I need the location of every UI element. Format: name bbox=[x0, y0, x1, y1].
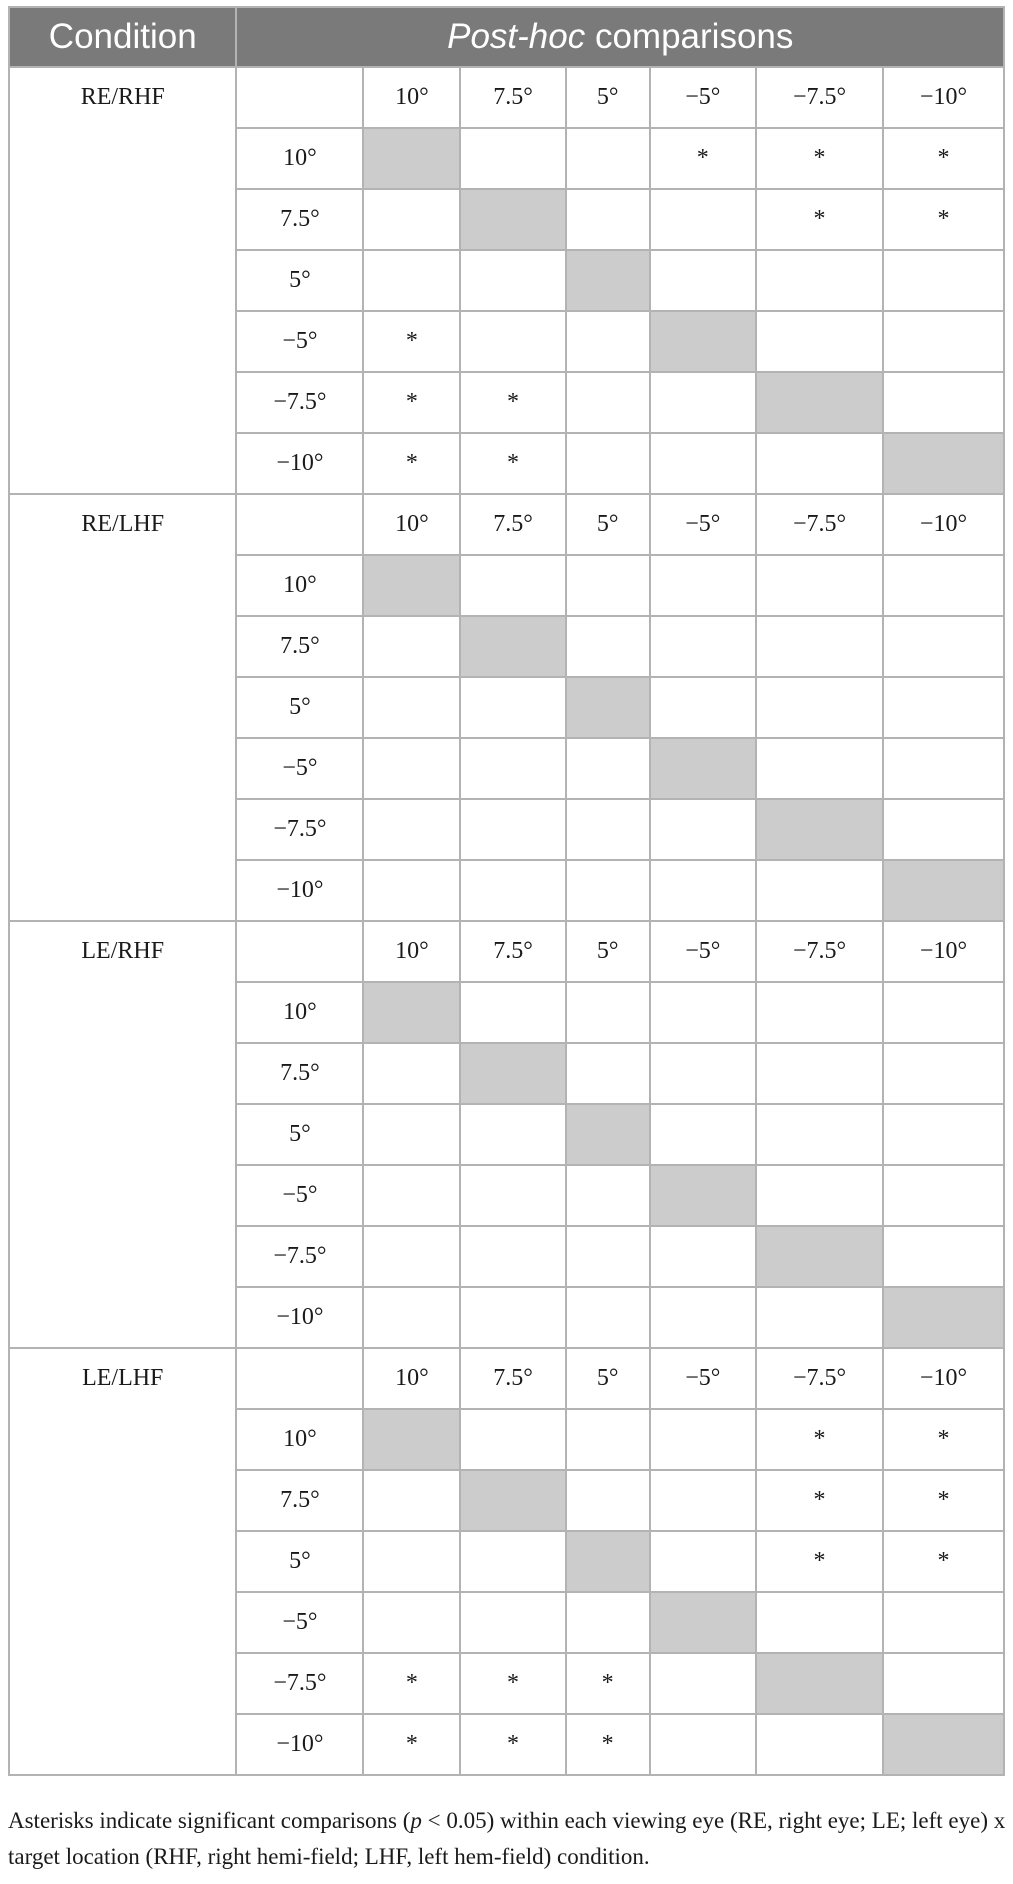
empty-cell bbox=[650, 982, 757, 1043]
empty-cell bbox=[566, 1226, 650, 1287]
empty-cell bbox=[460, 677, 565, 738]
posthoc-table bbox=[8, 6, 1005, 1776]
empty-cell bbox=[756, 250, 883, 311]
empty-cell bbox=[883, 1592, 1004, 1653]
column-label: 5° bbox=[566, 1348, 650, 1409]
column-label: −7.5° bbox=[756, 921, 883, 982]
column-label: 10° bbox=[363, 67, 460, 128]
significance-asterisk: * bbox=[650, 128, 757, 189]
empty-cell bbox=[363, 1470, 460, 1531]
empty-cell bbox=[363, 799, 460, 860]
empty-cell bbox=[883, 1226, 1004, 1287]
diagonal-cell bbox=[460, 1470, 565, 1531]
empty-cell bbox=[756, 860, 883, 921]
significance-asterisk: * bbox=[460, 1653, 565, 1714]
empty-cell bbox=[650, 1653, 757, 1714]
row-label: −7.5° bbox=[236, 1653, 363, 1714]
empty-cell bbox=[650, 372, 757, 433]
diagonal-cell bbox=[883, 1287, 1004, 1348]
empty-cell bbox=[566, 311, 650, 372]
significance-asterisk: * bbox=[883, 1531, 1004, 1592]
footnote-p: p bbox=[410, 1808, 422, 1833]
significance-asterisk: * bbox=[756, 1470, 883, 1531]
column-label: −5° bbox=[650, 67, 757, 128]
empty-cell bbox=[460, 1592, 565, 1653]
column-label: −10° bbox=[883, 67, 1004, 128]
section-header-row bbox=[9, 494, 1004, 555]
diagonal-cell bbox=[756, 799, 883, 860]
empty-cell bbox=[650, 1714, 757, 1775]
empty-cell bbox=[756, 1287, 883, 1348]
corner-cell bbox=[236, 921, 363, 982]
diagonal-cell bbox=[756, 1653, 883, 1714]
diagonal-cell bbox=[363, 1409, 460, 1470]
empty-cell bbox=[756, 1592, 883, 1653]
significance-asterisk: * bbox=[566, 1714, 650, 1775]
column-label: −5° bbox=[650, 494, 757, 555]
condition-label: LE/RHF bbox=[9, 921, 236, 1348]
empty-cell bbox=[650, 677, 757, 738]
empty-cell bbox=[650, 250, 757, 311]
diagonal-cell bbox=[566, 1531, 650, 1592]
column-label: 5° bbox=[566, 921, 650, 982]
empty-cell bbox=[566, 1165, 650, 1226]
diagonal-cell bbox=[650, 1165, 757, 1226]
empty-cell bbox=[566, 372, 650, 433]
column-label: −10° bbox=[883, 921, 1004, 982]
significance-asterisk: * bbox=[756, 1409, 883, 1470]
empty-cell bbox=[363, 738, 460, 799]
empty-cell bbox=[460, 799, 565, 860]
significance-asterisk: * bbox=[460, 433, 565, 494]
empty-cell bbox=[756, 982, 883, 1043]
empty-cell bbox=[566, 1043, 650, 1104]
table-container bbox=[8, 6, 1005, 1776]
empty-cell bbox=[883, 799, 1004, 860]
empty-cell bbox=[566, 128, 650, 189]
significance-asterisk: * bbox=[460, 1714, 565, 1775]
table-body bbox=[9, 67, 1004, 1775]
significance-asterisk: * bbox=[460, 372, 565, 433]
posthoc-rest: comparisons bbox=[585, 17, 794, 56]
row-label: 5° bbox=[236, 1104, 363, 1165]
row-label: 7.5° bbox=[236, 1043, 363, 1104]
empty-cell bbox=[460, 738, 565, 799]
column-label: −7.5° bbox=[756, 67, 883, 128]
diagonal-cell bbox=[363, 555, 460, 616]
diagonal-cell bbox=[460, 616, 565, 677]
empty-cell bbox=[566, 738, 650, 799]
row-label: 10° bbox=[236, 555, 363, 616]
empty-cell bbox=[460, 1165, 565, 1226]
row-label: 5° bbox=[236, 250, 363, 311]
section-header-row bbox=[9, 921, 1004, 982]
empty-cell bbox=[756, 555, 883, 616]
significance-asterisk: * bbox=[363, 372, 460, 433]
empty-cell bbox=[460, 860, 565, 921]
empty-cell bbox=[566, 189, 650, 250]
significance-asterisk: * bbox=[363, 311, 460, 372]
significance-asterisk: * bbox=[363, 1714, 460, 1775]
significance-asterisk: * bbox=[363, 1653, 460, 1714]
section-header-row bbox=[9, 1348, 1004, 1409]
diagonal-cell bbox=[566, 1104, 650, 1165]
empty-cell bbox=[650, 555, 757, 616]
posthoc-italic: Post-hoc bbox=[447, 17, 586, 56]
corner-cell bbox=[236, 494, 363, 555]
row-label: −5° bbox=[236, 1592, 363, 1653]
empty-cell bbox=[566, 1409, 650, 1470]
empty-cell bbox=[363, 677, 460, 738]
column-label: 10° bbox=[363, 1348, 460, 1409]
column-label: 10° bbox=[363, 494, 460, 555]
row-label: −7.5° bbox=[236, 1226, 363, 1287]
empty-cell bbox=[566, 982, 650, 1043]
empty-cell bbox=[756, 1165, 883, 1226]
empty-cell bbox=[460, 311, 565, 372]
empty-cell bbox=[883, 555, 1004, 616]
row-label: 5° bbox=[236, 1531, 363, 1592]
row-label: −10° bbox=[236, 433, 363, 494]
column-label: −5° bbox=[650, 1348, 757, 1409]
empty-cell bbox=[650, 1226, 757, 1287]
diagonal-cell bbox=[883, 1714, 1004, 1775]
empty-cell bbox=[650, 1104, 757, 1165]
condition-label: RE/LHF bbox=[9, 494, 236, 921]
empty-cell bbox=[756, 1043, 883, 1104]
empty-cell bbox=[756, 738, 883, 799]
empty-cell bbox=[460, 1531, 565, 1592]
empty-cell bbox=[566, 799, 650, 860]
condition-label: RE/RHF bbox=[9, 67, 236, 494]
empty-cell bbox=[460, 1226, 565, 1287]
empty-cell bbox=[756, 311, 883, 372]
diagonal-cell bbox=[883, 860, 1004, 921]
column-label: 7.5° bbox=[460, 494, 565, 555]
row-label: 7.5° bbox=[236, 189, 363, 250]
empty-cell bbox=[883, 1653, 1004, 1714]
empty-cell bbox=[460, 128, 565, 189]
row-label: −5° bbox=[236, 311, 363, 372]
empty-cell bbox=[883, 738, 1004, 799]
column-label: 5° bbox=[566, 67, 650, 128]
empty-cell bbox=[460, 250, 565, 311]
diagonal-cell bbox=[460, 1043, 565, 1104]
empty-cell bbox=[363, 1531, 460, 1592]
column-label: 10° bbox=[363, 921, 460, 982]
footnote-after: < 0.05) within each viewing eye (RE, right eye; LE; left eye) x target location (RHF, right hemi-field; LHF, left hem-field) condition. bbox=[8, 1808, 1006, 1869]
empty-cell bbox=[756, 616, 883, 677]
empty-cell bbox=[650, 799, 757, 860]
row-label: 10° bbox=[236, 1409, 363, 1470]
corner-cell bbox=[236, 1348, 363, 1409]
condition-label: LE/LHF bbox=[9, 1348, 236, 1775]
empty-cell bbox=[883, 1165, 1004, 1226]
empty-cell bbox=[566, 616, 650, 677]
empty-cell bbox=[650, 1409, 757, 1470]
empty-cell bbox=[883, 311, 1004, 372]
significance-asterisk: * bbox=[756, 128, 883, 189]
diagonal-cell bbox=[363, 128, 460, 189]
empty-cell bbox=[566, 555, 650, 616]
row-label: 10° bbox=[236, 982, 363, 1043]
significance-asterisk: * bbox=[566, 1653, 650, 1714]
empty-cell bbox=[650, 616, 757, 677]
empty-cell bbox=[363, 1592, 460, 1653]
diagonal-cell bbox=[650, 311, 757, 372]
empty-cell bbox=[883, 1104, 1004, 1165]
empty-cell bbox=[566, 1287, 650, 1348]
column-label: −7.5° bbox=[756, 494, 883, 555]
posthoc-header bbox=[236, 7, 1004, 67]
diagonal-cell bbox=[363, 982, 460, 1043]
diagonal-cell bbox=[566, 677, 650, 738]
significance-asterisk: * bbox=[883, 128, 1004, 189]
empty-cell bbox=[650, 1043, 757, 1104]
empty-cell bbox=[883, 982, 1004, 1043]
diagonal-cell bbox=[883, 433, 1004, 494]
empty-cell bbox=[756, 433, 883, 494]
row-label: −10° bbox=[236, 860, 363, 921]
row-label: 7.5° bbox=[236, 616, 363, 677]
row-label: −10° bbox=[236, 1714, 363, 1775]
significance-asterisk: * bbox=[756, 1531, 883, 1592]
column-label: −7.5° bbox=[756, 1348, 883, 1409]
column-label: 7.5° bbox=[460, 921, 565, 982]
empty-cell bbox=[650, 1287, 757, 1348]
empty-cell bbox=[460, 1409, 565, 1470]
empty-cell bbox=[566, 860, 650, 921]
empty-cell bbox=[756, 1714, 883, 1775]
significance-asterisk: * bbox=[756, 189, 883, 250]
empty-cell bbox=[883, 1043, 1004, 1104]
diagonal-cell bbox=[566, 250, 650, 311]
empty-cell bbox=[756, 677, 883, 738]
condition-header: Condition bbox=[9, 7, 236, 67]
row-label: −5° bbox=[236, 1165, 363, 1226]
empty-cell bbox=[363, 1043, 460, 1104]
row-label: −7.5° bbox=[236, 372, 363, 433]
empty-cell bbox=[883, 616, 1004, 677]
diagonal-cell bbox=[756, 372, 883, 433]
column-label: −10° bbox=[883, 494, 1004, 555]
column-label: 5° bbox=[566, 494, 650, 555]
column-label: 7.5° bbox=[460, 1348, 565, 1409]
empty-cell bbox=[460, 982, 565, 1043]
significance-asterisk: * bbox=[883, 1409, 1004, 1470]
empty-cell bbox=[460, 555, 565, 616]
table-header-row bbox=[9, 7, 1004, 67]
empty-cell bbox=[650, 1531, 757, 1592]
row-label: −10° bbox=[236, 1287, 363, 1348]
row-label: −5° bbox=[236, 738, 363, 799]
significance-asterisk: * bbox=[883, 1470, 1004, 1531]
empty-cell bbox=[650, 433, 757, 494]
empty-cell bbox=[363, 1287, 460, 1348]
corner-cell bbox=[236, 67, 363, 128]
significance-asterisk: * bbox=[363, 433, 460, 494]
empty-cell bbox=[756, 1104, 883, 1165]
section-header-row bbox=[9, 67, 1004, 128]
empty-cell bbox=[650, 189, 757, 250]
empty-cell bbox=[883, 677, 1004, 738]
diagonal-cell bbox=[650, 738, 757, 799]
column-label: −10° bbox=[883, 1348, 1004, 1409]
diagonal-cell bbox=[650, 1592, 757, 1653]
empty-cell bbox=[460, 1104, 565, 1165]
row-label: −7.5° bbox=[236, 799, 363, 860]
empty-cell bbox=[363, 860, 460, 921]
empty-cell bbox=[363, 1104, 460, 1165]
empty-cell bbox=[363, 189, 460, 250]
empty-cell bbox=[460, 1287, 565, 1348]
column-label: 7.5° bbox=[460, 67, 565, 128]
empty-cell bbox=[650, 860, 757, 921]
empty-cell bbox=[363, 1226, 460, 1287]
empty-cell bbox=[566, 1592, 650, 1653]
significance-asterisk: * bbox=[883, 189, 1004, 250]
empty-cell bbox=[883, 372, 1004, 433]
empty-cell bbox=[883, 250, 1004, 311]
diagonal-cell bbox=[460, 189, 565, 250]
empty-cell bbox=[363, 616, 460, 677]
empty-cell bbox=[363, 250, 460, 311]
column-label: −5° bbox=[650, 921, 757, 982]
row-label: 5° bbox=[236, 677, 363, 738]
row-label: 7.5° bbox=[236, 1470, 363, 1531]
row-label: 10° bbox=[236, 128, 363, 189]
footnote-before: Asterisks indicate significant comparisons ( bbox=[8, 1808, 411, 1833]
table-footnote bbox=[8, 1803, 1008, 1875]
empty-cell bbox=[566, 1470, 650, 1531]
empty-cell bbox=[566, 433, 650, 494]
diagonal-cell bbox=[756, 1226, 883, 1287]
empty-cell bbox=[650, 1470, 757, 1531]
empty-cell bbox=[363, 1165, 460, 1226]
